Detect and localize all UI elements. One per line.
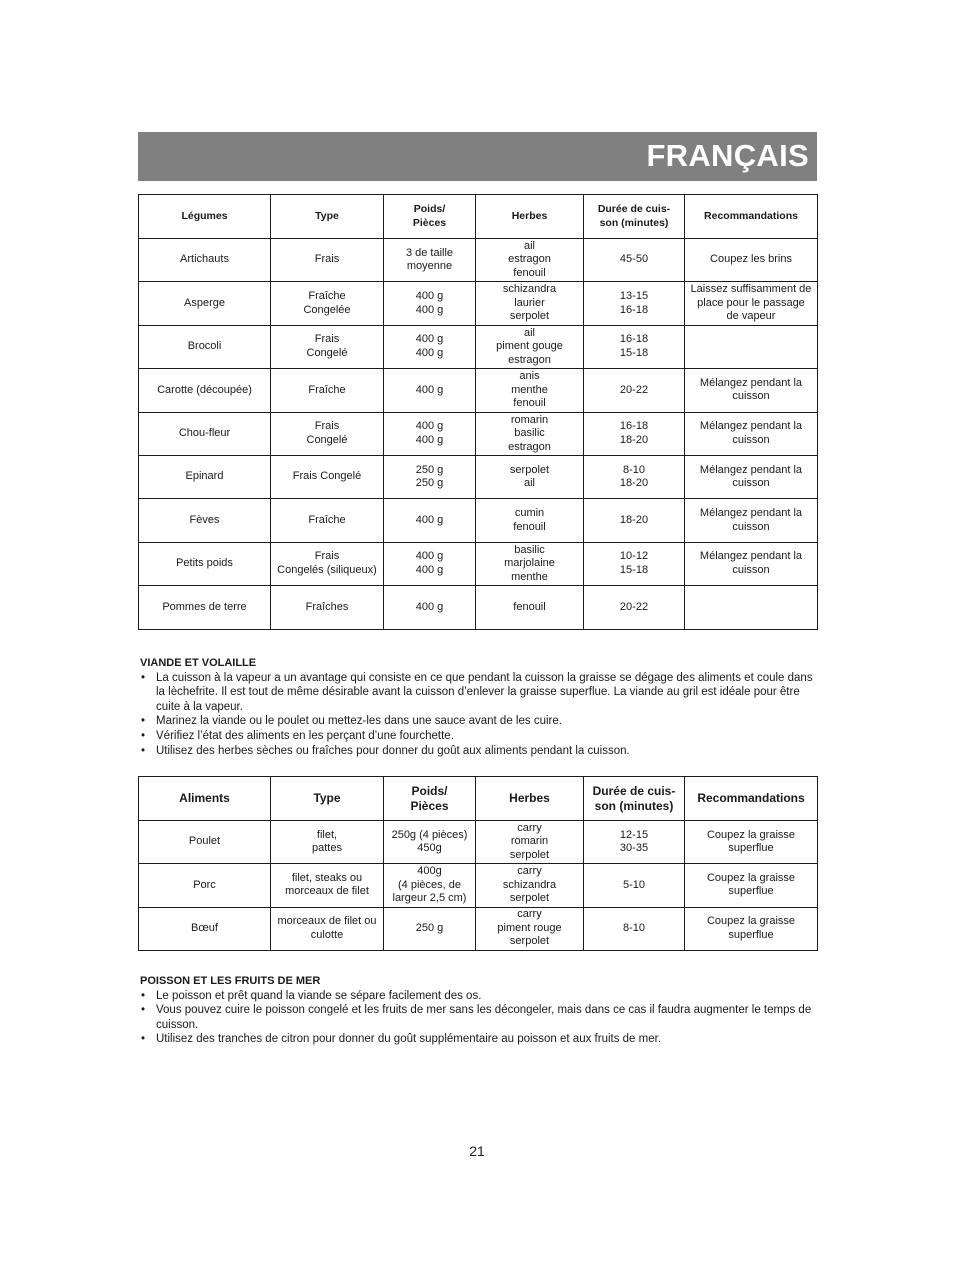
table-cell: Pommes de terre	[139, 586, 271, 629]
table-cell: 400 g	[384, 369, 476, 412]
table-cell: carry piment rouge serpolet	[476, 907, 584, 950]
col-header-duration: Durée de cuis- son (minutes)	[584, 777, 685, 821]
table-cell: 16-18 18-20	[584, 412, 685, 455]
table-cell: Frais Congelés (siliqueux)	[271, 542, 384, 585]
bullet-icon: •	[141, 1004, 146, 1017]
table-row	[139, 821, 818, 864]
table-cell: ail piment gouge estragon	[476, 325, 584, 368]
table-cell: Frais Congelé	[271, 325, 384, 368]
table-cell: 250 g	[384, 907, 476, 950]
table-row	[139, 239, 818, 282]
table-cell: Fèves	[139, 499, 271, 542]
table-row	[139, 369, 818, 412]
table-cell: Frais Congelé	[271, 455, 384, 498]
table-cell: 10-12 15-18	[584, 542, 685, 585]
table-cell: 400 g 400 g	[384, 412, 476, 455]
meat-bullet-list	[140, 671, 816, 759]
table-cell: Mélangez pendant la cuisson	[685, 455, 818, 498]
table-cell: 400 g 400 g	[384, 542, 476, 585]
list-item	[140, 1003, 816, 1032]
table-cell: Artichauts	[139, 239, 271, 282]
table-cell: 20-22	[584, 586, 685, 629]
list-item-text: Utilisez des herbes sèches ou fraîches pour donner du goût aux aliments pendant la cuisson.	[156, 744, 630, 757]
table-cell: 250g (4 pièces) 450g	[384, 821, 476, 864]
table-cell: serpolet ail	[476, 455, 584, 498]
table-cell: Carotte (découpée)	[139, 369, 271, 412]
table-cell: fenouil	[476, 586, 584, 629]
list-item-text: La cuisson à la vapeur a un avantage qui consiste en ce que pendant la cuisson la graisse se dégage des aliments et coule dans la lèchefrite. Il est tout de même désirable avant la cuisson d’enlever la graisse superflue. La viande au gril est idéale pour être cuite à la vapeur.	[156, 671, 813, 713]
table-cell: Bœuf	[139, 907, 271, 950]
table-cell: 12-15 30-35	[584, 821, 685, 864]
col-header-duration: Durée de cuis- son (minutes)	[584, 195, 685, 239]
bullet-icon: •	[141, 715, 146, 728]
table-cell: Fraîche Congelée	[271, 282, 384, 325]
list-item	[140, 714, 816, 729]
table-cell: 13-15 16-18	[584, 282, 685, 325]
table-cell: Mélangez pendant la cuisson	[685, 369, 818, 412]
table-cell: Chou-fleur	[139, 412, 271, 455]
table-row	[139, 412, 818, 455]
bullet-icon: •	[141, 744, 146, 757]
list-item-text: Marinez la viande ou le poulet ou mettez-les dans une sauce avant de les cuire.	[156, 715, 562, 728]
table-cell: 18-20	[584, 499, 685, 542]
table-cell	[685, 325, 818, 368]
table-cell: 400 g	[384, 499, 476, 542]
table-cell: carry schizandra serpolet	[476, 864, 584, 907]
table-cell: Mélangez pendant la cuisson	[685, 542, 818, 585]
table-cell: Brocoli	[139, 325, 271, 368]
table-cell: 400 g 400 g	[384, 325, 476, 368]
table-cell: basilic marjolaine menthe	[476, 542, 584, 585]
table-cell: filet, pattes	[271, 821, 384, 864]
table-cell: Coupez les brins	[685, 239, 818, 282]
list-item-text: Utilisez des tranches de citron pour donner du goût supplémentaire au poisson et aux fruits de mer.	[156, 1033, 662, 1046]
table-cell	[685, 586, 818, 629]
table-cell: Epinard	[139, 455, 271, 498]
table-cell: 400g (4 pièces, de largeur 2,5 cm)	[384, 864, 476, 907]
table-cell: ail estragon fenouil	[476, 239, 584, 282]
col-header-type: Type	[271, 195, 384, 239]
table-cell: Poulet	[139, 821, 271, 864]
fish-bullet-list	[140, 989, 816, 1047]
table-cell: 5-10	[584, 864, 685, 907]
table-row	[139, 325, 818, 368]
meat-section	[140, 656, 816, 758]
col-header-herbs: Herbes	[476, 777, 584, 821]
fish-section	[140, 974, 816, 1047]
list-item	[140, 671, 816, 715]
table-cell: cumin fenouil	[476, 499, 584, 542]
table-cell: 400 g 400 g	[384, 282, 476, 325]
table-row	[139, 282, 818, 325]
list-item	[140, 989, 816, 1004]
col-header-vegetables: Légumes	[139, 195, 271, 239]
table-cell: morceaux de filet ou culotte	[271, 907, 384, 950]
table-cell: 400 g	[384, 586, 476, 629]
table-cell: Laissez suffisamment de place pour le passage de vapeur	[685, 282, 818, 325]
table-cell: schizandra laurier serpolet	[476, 282, 584, 325]
table-cell: Mélangez pendant la cuisson	[685, 499, 818, 542]
table-cell: filet, steaks ou morceaux de filet	[271, 864, 384, 907]
table-cell: 3 de taille moyenne	[384, 239, 476, 282]
page-number: 21	[469, 1143, 485, 1159]
table-row	[139, 586, 818, 629]
table-cell: Coupez la graisse superflue	[685, 864, 818, 907]
list-item	[140, 729, 816, 744]
col-header-weight: Poids/ Pièces	[384, 195, 476, 239]
table-cell: Coupez la graisse superflue	[685, 821, 818, 864]
table-cell: 16-18 15-18	[584, 325, 685, 368]
table-cell: Asperge	[139, 282, 271, 325]
col-header-recommendations: Recommandations	[685, 195, 818, 239]
page-title: FRANÇAIS	[646, 138, 809, 173]
table-cell: anis menthe fenouil	[476, 369, 584, 412]
list-item-text: Vous pouvez cuire le poisson congelé et les fruits de mer sans les décongeler, mais dans ce cas il faudra augmenter le temps de cuisson.	[156, 1004, 812, 1031]
meat-section-title: VIANDE ET VOLAILLE	[140, 657, 257, 669]
list-item-text: Vérifiez l’état des aliments en les perçant d’une fourchette.	[156, 729, 454, 742]
table-row	[139, 907, 818, 950]
fish-section-title: POISSON ET LES FRUITS DE MER	[140, 975, 321, 987]
col-header-weight: Poids/ Pièces	[384, 777, 476, 821]
col-header-type: Type	[271, 777, 384, 821]
table-cell: Fraîche	[271, 369, 384, 412]
table-header-row	[139, 777, 818, 821]
col-header-recommendations: Recommandations	[685, 777, 818, 821]
bullet-icon: •	[141, 1033, 146, 1046]
table-cell: 8-10 18-20	[584, 455, 685, 498]
table-row	[139, 499, 818, 542]
table-cell: Mélangez pendant la cuisson	[685, 412, 818, 455]
bullet-icon: •	[141, 989, 146, 1002]
list-item	[140, 744, 816, 759]
table-cell: carry romarin serpolet	[476, 821, 584, 864]
vegetables-table	[138, 194, 818, 630]
table-cell: 8-10	[584, 907, 685, 950]
table-row	[139, 455, 818, 498]
header-band	[138, 132, 817, 181]
col-header-herbs: Herbes	[476, 195, 584, 239]
table-cell: 45-50	[584, 239, 685, 282]
table-cell: romarin basilic estragon	[476, 412, 584, 455]
table-cell: Frais	[271, 239, 384, 282]
table-row	[139, 864, 818, 907]
table-cell: Fraîche	[271, 499, 384, 542]
bullet-icon: •	[141, 729, 146, 742]
bullet-icon: •	[141, 671, 146, 684]
table-header-row	[139, 195, 818, 239]
list-item-text: Le poisson et prêt quand la viande se sépare facilement des os.	[156, 989, 482, 1002]
table-cell: 250 g 250 g	[384, 455, 476, 498]
col-header-foods: Aliments	[139, 777, 271, 821]
meat-table	[138, 776, 818, 951]
table-cell: Petits poids	[139, 542, 271, 585]
table-cell: 20-22	[584, 369, 685, 412]
table-cell: Fraîches	[271, 586, 384, 629]
table-cell: Porc	[139, 864, 271, 907]
list-item	[140, 1032, 816, 1047]
table-cell: Coupez la graisse superflue	[685, 907, 818, 950]
table-cell: Frais Congelé	[271, 412, 384, 455]
table-row	[139, 542, 818, 585]
